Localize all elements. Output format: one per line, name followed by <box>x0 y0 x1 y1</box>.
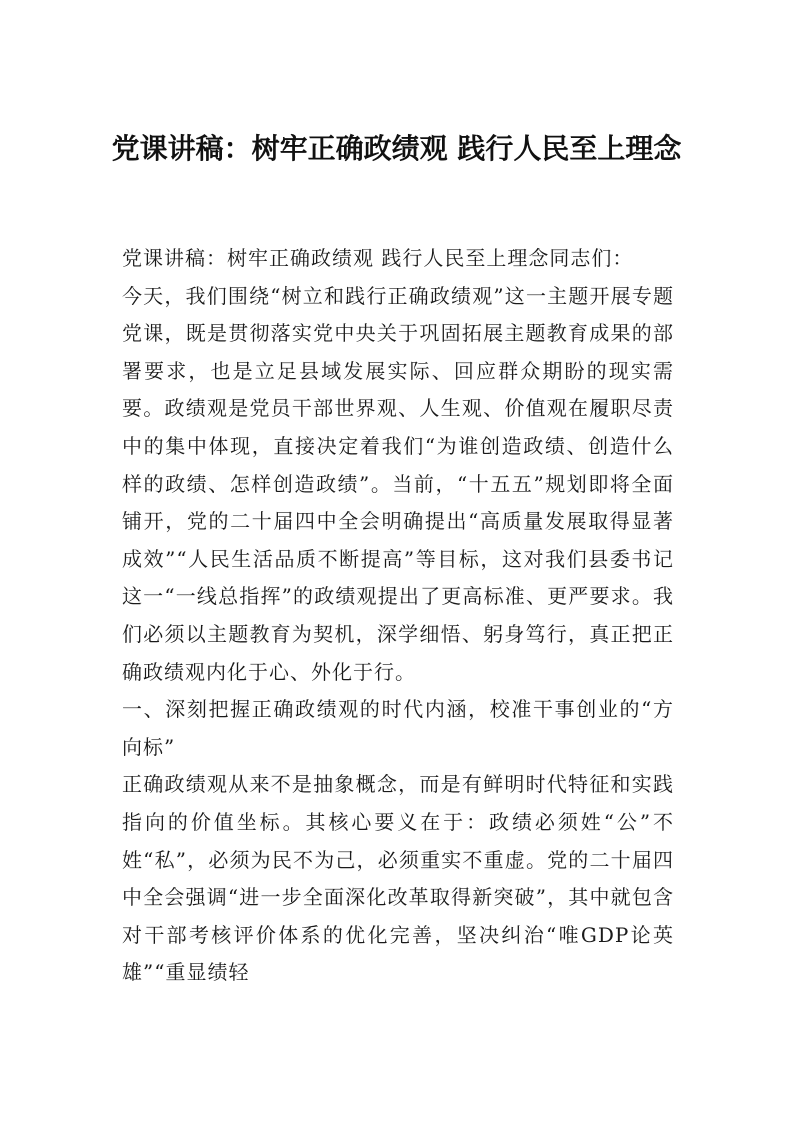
body-paragraph: 正确政绩观从来不是抽象概念，而是有鲜明时代特征和实践指向的价值坐标。其核心要义在于：政绩必须姓“公”不姓“私”，必须为民不为己，必须重实不重虚。党的二十届四中全会强调“进一步全面深化改革取得新突破”，其中就包含对干部考核评价体系的优化完善，坚决纠治“唯GDP论英雄”“重显绩轻 <box>122 772 674 985</box>
document-body <box>122 240 674 992</box>
salutation-paragraph: 党课讲稿：树牢正确政绩观 践行人民至上理念同志们： <box>122 246 634 270</box>
section-heading: 一、深刻把握正确政绩观的时代内涵，校准干事创业的“方向标” <box>122 697 674 759</box>
intro-paragraph: 今天，我们围绕“树立和践行正确政绩观”这一主题开展专题党课，既是贯彻落实党中央关于巩固拓展主题教育成果的部署要求，也是立足县域发展实际、回应群众期盼的现实需要。政绩观是党员干部世界观、人生观、价值观在履职尽责中的集中体现，直接决定着我们“为谁创造政绩、创造什么样的政绩、怎样创造政绩”。当前，“十五五”规划即将全面铺开，党的二十届四中全会明确提出“高质量发展取得显著成效”“人民生活品质不断提高”等目标，这对我们县委书记这一“一线总指挥”的政绩观提出了更高标准、更严要求。我们必须以主题教育为契机，深学细悟、躬身笃行，真正把正确政绩观内化于心、外化于行。 <box>122 283 674 684</box>
document-title: 党课讲稿：树牢正确政绩观 践行人民至上理念 <box>111 132 682 165</box>
